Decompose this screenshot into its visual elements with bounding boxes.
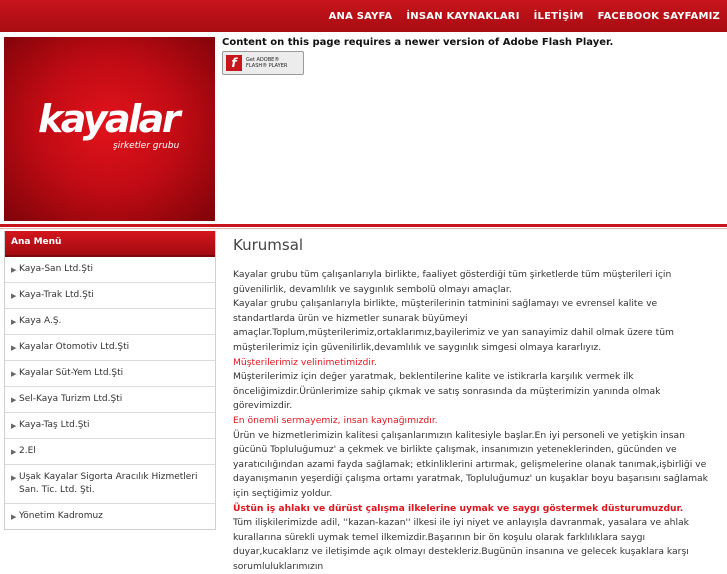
content-paragraph: En önemli sermayemiz, insan kaynağımızdır. [233,414,438,426]
sidebar-item-label: Kaya A.Ş. [19,316,62,326]
caret-right-icon: ▶ [11,318,17,326]
logo-wordmark: kayalar [38,97,179,141]
top-nav [322,0,727,32]
caret-right-icon: ▶ [11,513,17,521]
logo-banner [4,37,215,221]
flash-badge-line2: FLASH® PLAYER [246,63,288,69]
sidebar-item-label: Uşak Kayalar Sigorta Aracılık Hizmetleri San. Tic. Ltd. Şti. [19,472,198,495]
sidebar-title: Ana Menü [5,231,215,257]
sidebar-item[interactable] [5,439,215,465]
caret-right-icon: ▶ [11,448,17,456]
sidebar-item-label: Kayalar Otomotiv Ltd.Şti [19,342,130,352]
main-content [233,236,713,574]
flash-badge-label [246,57,287,69]
sidebar-item-label: Sel-Kaya Turizm Ltd.Şti [19,394,123,404]
caret-right-icon: ▶ [11,266,17,274]
header-divider-shadow [0,228,727,229]
nav-ana-sayfa[interactable]: ANA SAYFA [328,10,393,22]
caret-right-icon: ▶ [11,422,17,430]
content-paragraph: Kayalar grubu çalışanlarıyla birlikte, müşterilerinin tatminini sağlamayı ve evrensel kalite ve standartlarda ürün ve hizmetler sunarak büyümeyi amaçlar.Toplum,müşterilerimiz,ortaklarımız,bayilerimiz ve yan sanayimiz dahil olmak üzere tüm müşterilerimiz için güvenilirlik,devamlılık ve saygınlık simgesi olmaya kararlıyız. [233,298,674,353]
sidebar-item[interactable] [5,387,215,413]
flash-required-message: Content on this page requires a newer version of Adobe Flash Player. [222,37,614,48]
sidebar-item[interactable] [5,413,215,439]
sidebar-item-label: Kaya-Trak Ltd.Şti [19,290,94,300]
sidebar-item-label: Kaya-San Ltd.Şti [19,264,93,274]
caret-right-icon: ▶ [11,396,17,404]
page-title: Kurumsal [233,236,304,254]
caret-right-icon: ▶ [11,344,17,352]
content-paragraph: Kayalar grubu tüm çalışanlarıyla birlikte, faaliyet gösterdiği tüm şirketlerde tüm müşterileri için güvenilirlik, devamlılık ve saygınlık sembolü olmayı amaçlar. [233,269,672,295]
logo-tagline: şirketler grubu [113,141,180,151]
flash-icon: f [226,55,242,71]
content-paragraph: Üstün iş ahlakı ve dürüst çalışma ilkelerine uymak ve saygı göstermek düsturumuzdur. [233,502,684,514]
get-flash-player-button[interactable] [222,51,304,75]
caret-right-icon: ▶ [11,474,17,482]
caret-right-icon: ▶ [11,292,17,300]
flash-badge-line1: Get ADOBE® [246,57,280,63]
content-paragraph: Tüm ilişkilerimizde adil, ''kazan-kazan'' ilkesi ile iyi niyet ve anlayışla davranmak, yasalara ve ahlak kurallarına sürekli uymak temel ilkemizdir.Başarının bir ön koşulu olarak farklılıklara saygı duyar,kucaklarız ve iletişimde açık olmayı destekleriz.Bugünün insanına ve gelecek kuşaklara karşı sorumluluklarımızın [233,517,689,572]
sidebar-item-label: Kaya-Taş Ltd.Şti [19,420,90,430]
caret-right-icon: ▶ [11,370,17,378]
sidebar-menu [4,231,216,530]
top-nav-bar [0,0,727,32]
content-paragraph: Müşterilerimiz velinimetimizdir. [233,356,377,368]
sidebar-item[interactable] [5,335,215,361]
nav-iletisim[interactable]: İLETİŞİM [533,10,584,22]
sidebar-item[interactable] [5,361,215,387]
sidebar-item[interactable] [5,257,215,283]
content-paragraph: Müşterilerimiz için değer yaratmak, beklentilerine kalite ve istikrarla karşılık vermek ilk önceliğimizdir.Ürünlerimize sahip çıkmak ve satış sonrasında da müşterimizin yanında olmak görevimizdir. [233,371,661,412]
sidebar-item[interactable] [5,283,215,309]
sidebar-item[interactable] [5,504,215,529]
nav-facebook[interactable]: FACEBOOK SAYFAMIZ [597,10,720,22]
sidebar-item[interactable] [5,465,215,504]
sidebar-item-label: Yönetim Kadromuz [19,511,103,521]
header-divider [0,224,727,227]
nav-insan-kaynaklari[interactable]: İNSAN KAYNAKLARI [406,10,520,22]
sidebar-item[interactable] [5,309,215,335]
content-paragraph: Ürün ve hizmetlerimizin kalitesi çalışanlarımızın kalitesiyle başlar.En iyi personeli ve yetişkin insan gücünü Topluluğumuz' a çekmek ve birlikte çalışmak, insanımızın yeteneklerinden, gücünden ve yaratıcılığından azami fayda sağlamak; etkinliklerini artırmak, gelişmelerine olanak tanımak,işbirliği ve dayanışmanın yeşerdiği çalışma ortamı yaratmak, Topluluğumuz' un kuşaklar boyu başarısını sağlamak için seçtiğimiz yoldur. [233,429,708,499]
sidebar-item-label: Kayalar Süt-Yem Ltd.Şti [19,368,124,378]
sidebar-item-label: 2.El [19,446,36,456]
